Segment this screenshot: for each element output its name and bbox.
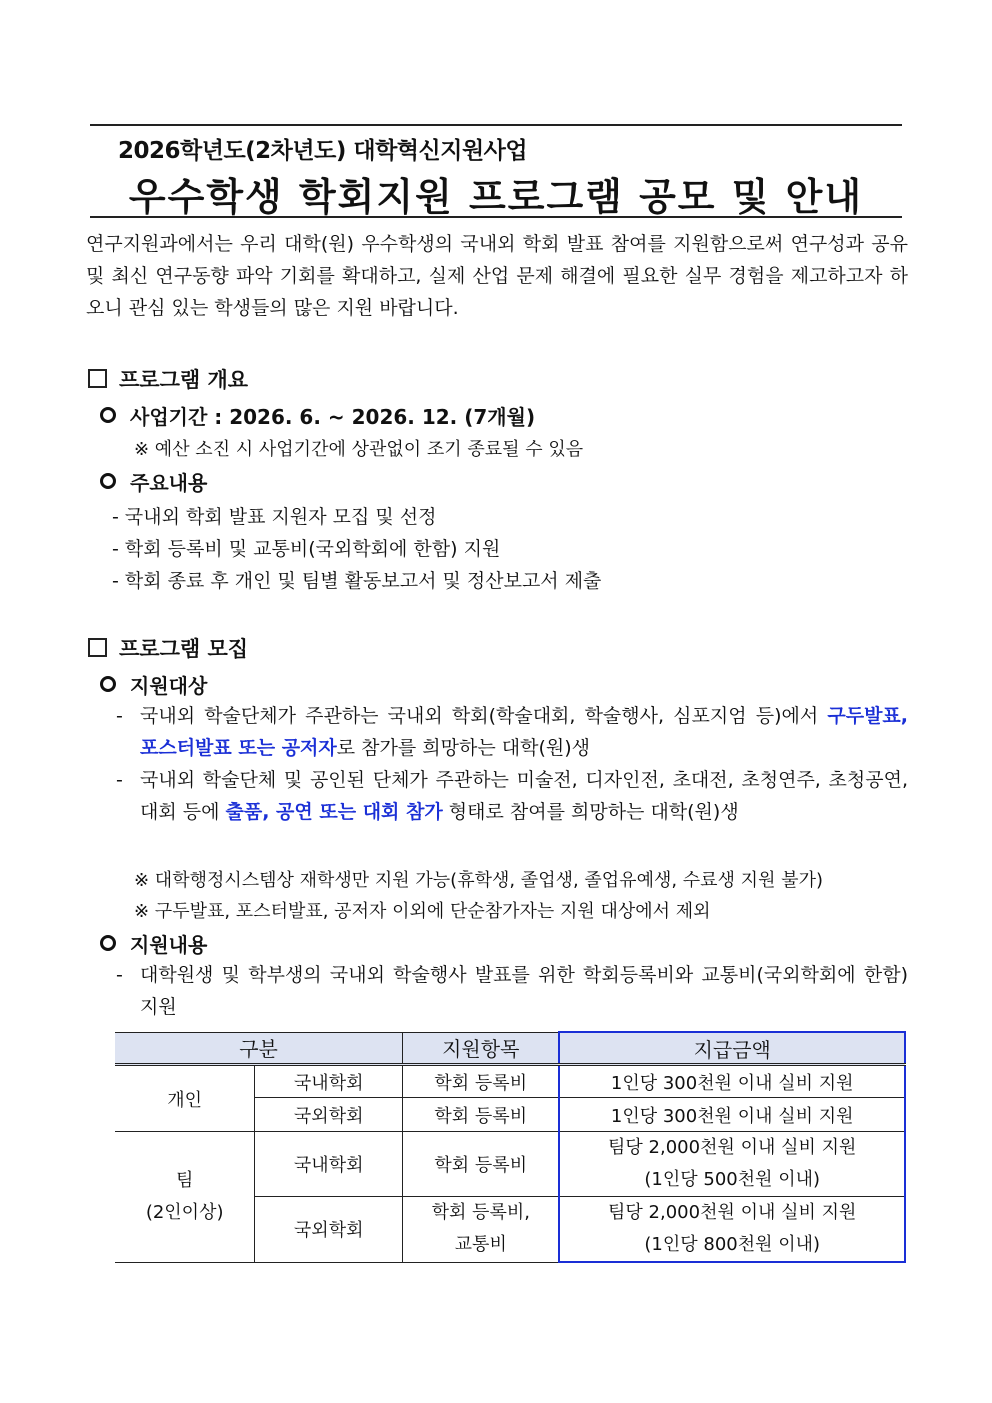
cell-amount-line1: 팀당 2,000천원 이내 실비 지원 bbox=[608, 1202, 857, 1223]
cell-amount-line1: 팀당 2,000천원 이내 실비 지원 bbox=[608, 1137, 857, 1158]
group-team-line1: 팀 bbox=[175, 1169, 194, 1191]
support-item bbox=[100, 929, 207, 958]
circle-bullet-icon bbox=[100, 676, 116, 692]
cell-item: 학회 등록비 bbox=[403, 1098, 560, 1132]
target1-highlight: 구두발표, 포스터발표 또는 공저자 bbox=[140, 705, 908, 759]
checkbox-square-icon bbox=[88, 638, 107, 657]
table-row bbox=[115, 1065, 905, 1098]
section-overview-heading bbox=[88, 364, 248, 394]
checkbox-square-icon bbox=[88, 369, 107, 388]
list-item-text: 국내외 학회 발표 지원자 모집 및 선정 bbox=[124, 506, 437, 528]
target-paragraph-2: - 국내외 학술단체 및 공인된 단체가 주관하는 미술전, 디자인전, 초대전, 초청연주, 초청공연, 대회 등에 출품, 공연 또는 대회 참가 형태로 참여를 희망하는 대학(원)생 bbox=[116, 769, 908, 823]
group-individual: 개인 bbox=[115, 1065, 255, 1132]
list-item-text: 학회 종료 후 개인 및 팀별 활동보고서 및 정산보고서 제출 bbox=[124, 570, 602, 592]
document-subtitle: 2026학년도(2차년도) 대학혁신지원사업 bbox=[118, 138, 528, 164]
table-row bbox=[115, 1132, 905, 1197]
period-note: ※ 예산 소진 시 사업기간에 상관없이 조기 종료될 수 있음 bbox=[134, 439, 584, 460]
cell-amount bbox=[559, 1132, 905, 1197]
support-table bbox=[115, 1031, 906, 1263]
header-item: 지원항목 bbox=[403, 1032, 560, 1065]
cell-item-line2: 교통비 bbox=[454, 1234, 507, 1256]
period-item bbox=[100, 401, 535, 430]
group-team bbox=[115, 1132, 255, 1263]
header-amount: 지급금액 bbox=[559, 1032, 905, 1065]
table-header-row bbox=[115, 1032, 905, 1065]
group-team-line2: (2인이상) bbox=[145, 1201, 224, 1223]
section-recruit-label: 프로그램 모집 bbox=[119, 637, 249, 661]
list-item: - 학회 등록비 및 교통비(국외학회에 한함) 지원 bbox=[112, 538, 501, 560]
list-item-text: 학회 등록비 및 교통비(국외학회에 한함) 지원 bbox=[124, 538, 501, 560]
list-item: - 학회 종료 후 개인 및 팀별 활동보고서 및 정산보고서 제출 bbox=[112, 570, 602, 592]
target2-text: 국내외 학술단체 및 공인된 단체가 주관하는 미술전, 디자인전, 초대전, 초청연주, 초청공연, 대회 등에 bbox=[140, 769, 908, 823]
cell-amount-line2: (1인당 500천원 이내) bbox=[644, 1169, 821, 1190]
cell-item-line1: 학회 등록비, bbox=[431, 1202, 530, 1224]
header-category: 구분 bbox=[115, 1032, 403, 1065]
content-item bbox=[100, 467, 207, 496]
intro-paragraph: 연구지원과에서는 우리 대학(원) 우수학생의 국내외 학회 발표 참여를 지원함으로써 연구성과 공유 및 최신 연구동향 파악 기회를 확대하고, 실제 산업 문제 해결에 필요한 실무 경험을 제고하고자 하오니 관심 있는 학생들의 많은 지원 바랍니다. bbox=[86, 233, 908, 319]
exclusion-note: ※ 구두발표, 포스터발표, 공저자 이외에 단순참가자는 지원 대상에서 제외 bbox=[134, 901, 711, 922]
cell-item bbox=[403, 1197, 560, 1263]
cell-type: 국내학회 bbox=[255, 1132, 403, 1197]
target-item bbox=[100, 670, 207, 699]
title-block bbox=[90, 124, 902, 218]
target-paragraph-1: - 국내외 학술단체가 주관하는 국내외 학회(학술대회, 학술행사, 심포지엄 등)에서 구두발표, 포스터발표 또는 공저자로 참가를 희망하는 대학(원)생 bbox=[116, 705, 908, 759]
target1-text: 국내외 학술단체가 주관하는 국내외 학회(학술대회, 학술행사, 심포지엄 등)에서 bbox=[140, 705, 819, 727]
circle-bullet-icon bbox=[100, 473, 116, 489]
target2-text-post: 형태로 참여를 희망하는 대학(원)생 bbox=[448, 801, 739, 823]
support-paragraph: - 대학원생 및 학부생의 국내외 학술행사 발표를 위한 학회등록비와 교통비(국외학회에 한함) 지원 bbox=[116, 964, 908, 1018]
cell-item: 학회 등록비 bbox=[403, 1132, 560, 1197]
cell-amount bbox=[559, 1197, 905, 1263]
target1-text-post: 로 참가를 희망하는 대학(원)생 bbox=[336, 737, 590, 759]
period-label: 사업기간 : 2026. 6. ~ 2026. 12. (7개월) bbox=[130, 405, 536, 429]
circle-bullet-icon bbox=[100, 407, 116, 423]
cell-type: 국외학회 bbox=[255, 1197, 403, 1263]
target2-highlight: 출품, 공연 또는 대회 참가 bbox=[225, 801, 443, 823]
list-item: - 국내외 학회 발표 지원자 모집 및 선정 bbox=[112, 506, 437, 528]
eligibility-note: ※ 대학행정시스템상 재학생만 지원 가능(휴학생, 졸업생, 졸업유예생, 수료생 지원 불가) bbox=[134, 870, 823, 891]
circle-bullet-icon bbox=[100, 935, 116, 951]
section-overview-label: 프로그램 개요 bbox=[119, 368, 249, 392]
support-label: 지원내용 bbox=[130, 933, 208, 957]
cell-type: 국외학회 bbox=[255, 1098, 403, 1132]
content-label: 주요내용 bbox=[130, 471, 208, 495]
cell-amount-line2: (1인당 800천원 이내) bbox=[644, 1234, 821, 1255]
cell-amount: 1인당 300천원 이내 실비 지원 bbox=[559, 1065, 905, 1098]
cell-type: 국내학회 bbox=[255, 1065, 403, 1098]
support-text: 대학원생 및 학부생의 국내외 학술행사 발표를 위한 학회등록비와 교통비(국외학회에 한함) 지원 bbox=[140, 964, 908, 1018]
section-recruit-heading bbox=[88, 633, 248, 663]
cell-amount: 1인당 300천원 이내 실비 지원 bbox=[559, 1098, 905, 1132]
document-title: 우수학생 학회지원 프로그램 공모 및 안내 bbox=[128, 175, 864, 219]
cell-item: 학회 등록비 bbox=[403, 1065, 560, 1098]
target-label: 지원대상 bbox=[130, 674, 208, 698]
